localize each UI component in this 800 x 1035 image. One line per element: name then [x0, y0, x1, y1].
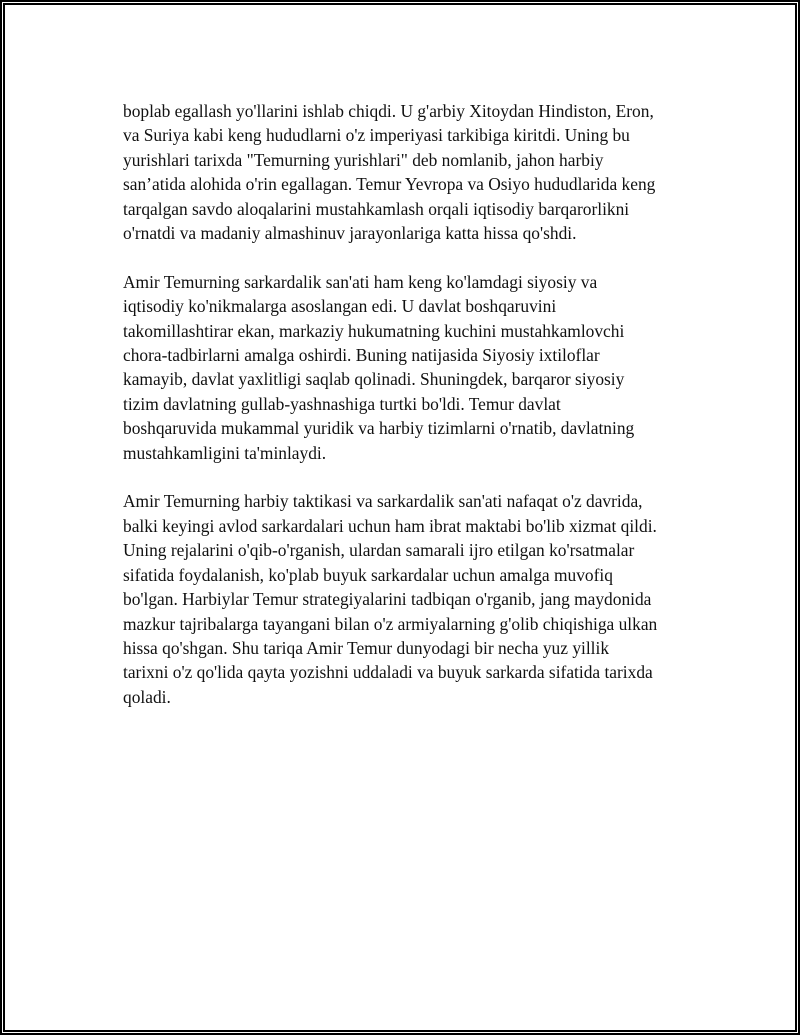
text-line: tizim davlatning gullab-yashnashiga turtki bo'ldi. Temur davlat [123, 393, 561, 414]
text-line: kamayib, davlat yaxlitligi saqlab qolinadi. Shuningdek, barqaror siyosiy [123, 369, 625, 390]
paragraph-1 [123, 99, 705, 245]
text-line: takomillashtirar ekan, markaziy hukumatning kuchini mustahkamlovchi [123, 320, 625, 341]
text-line: Uning rejalarini o'qib-o'rganish, ulardan samarali ijro etilgan ko'rsatmalar [123, 540, 635, 561]
text-line: o'rnatdi va madaniy almashinuv jarayonlariga katta hissa qo'shdi. [123, 223, 577, 244]
text-line: tarqalgan savdo aloqalarini mustahkamlash orqali iqtisodiy barqarorlikni [123, 198, 630, 219]
text-line: Amir Temurning harbiy taktikasi va sarkardalik san'ati nafaqat o'z davrida, [123, 491, 643, 512]
text-line: chora-tadbirlarni amalga oshirdi. Buning natijasida Siyosiy ixtiloflar [123, 345, 600, 366]
text-line: balki keyingi avlod sarkardalari uchun ham ibrat maktabi bo'lib xizmat qildi. [123, 515, 657, 536]
text-line: tarixni o'z qo'lida qayta yozishni uddaladi va buyuk sarkarda sifatida tarixda [123, 662, 653, 683]
text-line: san’atida alohida o'rin egallagan. Temur Yevropa va Osiyo hududlarida keng [123, 174, 656, 195]
text-line: iqtisodiy ko'nikmalarga asoslangan edi. U davlat boshqaruvini [123, 296, 557, 317]
text-line: boplab egallash yo'llarini ishlab chiqdi. U g'arbiy Xitoydan Hindiston, Eron, [123, 101, 654, 121]
text-line: qoladi. [123, 686, 171, 707]
text-line: yurishlari tarixda "Temurning yurishlari" deb nomlanib, jahon harbiy [123, 149, 604, 170]
text-line: boshqaruvida mukammal yuridik va harbiy tizimlarni o'rnatib, davlatning [123, 418, 635, 439]
text-line: va Suriya kabi keng hududlarni o'z imperiyasi tarkibiga kiritdi. Uning bu [123, 125, 630, 146]
text-line: mustahkamligini ta'minlaydi. [123, 442, 327, 463]
text-line: Amir Temurning sarkardalik san'ati ham keng ko'lamdagi siyosiy va [123, 271, 598, 292]
text-line: sifatida foydalanish, ko'plab buyuk sarkardalar uchun amalga muvofiq [123, 564, 613, 585]
paragraph-3 [123, 489, 705, 709]
document-body [123, 99, 705, 734]
text-line: bo'lgan. Harbiylar Temur strategiyalarini tadbiqan o'rganib, jang maydonida [123, 589, 652, 610]
text-line: mazkur tajribalarga tayangani bilan o'z armiyalarning g'olib chiqishiga ulkan [123, 613, 658, 634]
paragraph-2 [123, 270, 705, 465]
text-line: hissa qo'shgan. Shu tariqa Amir Temur dunyodagi bir necha yuz yillik [123, 637, 610, 658]
